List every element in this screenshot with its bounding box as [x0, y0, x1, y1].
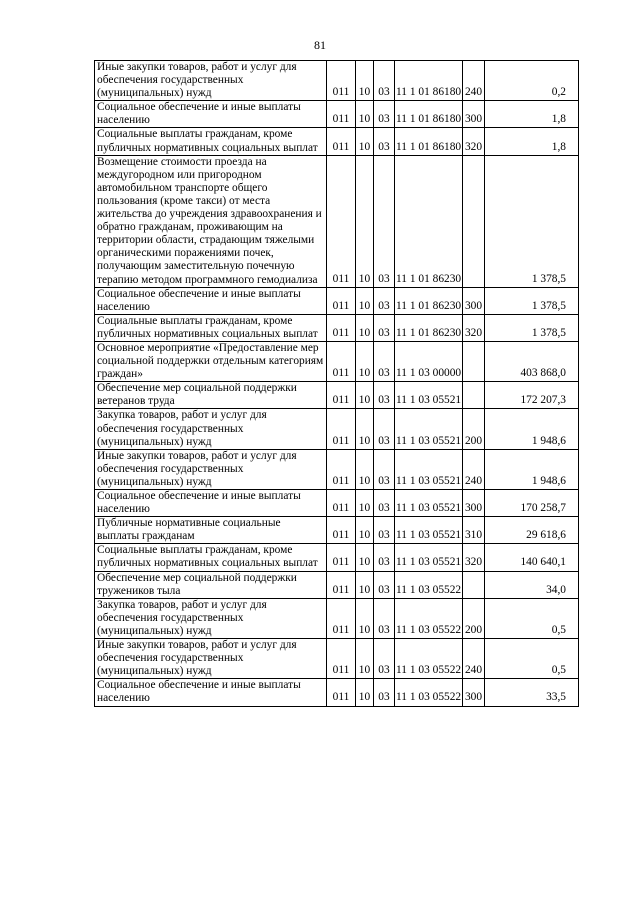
- target-article-part: 1: [409, 272, 416, 285]
- row-subsection: 03: [374, 128, 395, 155]
- row-section: 10: [356, 155, 374, 287]
- target-article-part: 1: [409, 583, 416, 596]
- row-amount: 1,8: [485, 101, 579, 128]
- row-section: 10: [356, 679, 374, 706]
- target-article-part: 01: [418, 140, 430, 153]
- target-article-part: 03: [418, 583, 430, 596]
- target-article-part: 05521: [432, 394, 462, 407]
- target-article-part: 03: [418, 529, 430, 542]
- target-article-part: 11: [396, 434, 407, 447]
- target-article-part: 11: [396, 474, 407, 487]
- row-grbs: 011: [327, 490, 356, 517]
- target-article-part: 05522: [432, 583, 462, 596]
- row-section: 10: [356, 490, 374, 517]
- table-row: [95, 341, 579, 381]
- row-section: 10: [356, 101, 374, 128]
- target-article-part: 11: [396, 140, 407, 153]
- table-row: [95, 287, 579, 314]
- table-row: [95, 639, 579, 679]
- table-row: [95, 382, 579, 409]
- row-name: Возмещение стоимости проезда на междугородном или пригородном автомобильном транспорте общего пользования (кроме такси) от места жительства до учреждения здравоохранения и обратно гражданам, проживающим на территории области, страдающим тяжелыми органическими поражениями почек, получающим заместительную почечную терапию методом программного гемодиализа: [95, 155, 327, 287]
- row-section: 10: [356, 61, 374, 101]
- target-article-part: 1: [409, 367, 416, 380]
- row-amount: 403 868,0: [485, 341, 579, 381]
- row-grbs: 011: [327, 287, 356, 314]
- row-grbs: 011: [327, 517, 356, 544]
- target-article-part: 01: [418, 86, 430, 99]
- target-article-part: 86230: [432, 299, 462, 312]
- row-name: Социальное обеспечение и иные выплаты населению: [95, 490, 327, 517]
- target-article-part: 03: [418, 556, 430, 569]
- row-section: 10: [356, 598, 374, 638]
- target-article-part: 1: [409, 664, 416, 677]
- row-target-article: [395, 598, 463, 638]
- target-article-part: 03: [418, 367, 430, 380]
- target-article-part: 11: [396, 367, 407, 380]
- budget-table: [94, 60, 579, 707]
- table-row: [95, 128, 579, 155]
- target-article-part: 05521: [432, 502, 462, 515]
- row-name: Социальное обеспечение и иные выплаты населению: [95, 101, 327, 128]
- row-amount: 1 948,6: [485, 409, 579, 449]
- row-amount: 1 378,5: [485, 287, 579, 314]
- target-article-part: 1: [409, 474, 416, 487]
- row-grbs: 011: [327, 639, 356, 679]
- target-article-part: 1: [409, 556, 416, 569]
- table-row: [95, 571, 579, 598]
- target-article-part: 01: [418, 326, 430, 339]
- row-amount: 0,5: [485, 639, 579, 679]
- row-grbs: 011: [327, 544, 356, 571]
- row-expense-type: [463, 155, 485, 287]
- row-name: Закупка товаров, работ и услуг для обеспечения государственных (муниципальных) нужд: [95, 409, 327, 449]
- target-article-part: 05521: [432, 556, 462, 569]
- row-name: Основное мероприятие «Предоставление мер социальной поддержки отдельным категориям граждан»: [95, 341, 327, 381]
- row-grbs: 011: [327, 341, 356, 381]
- row-subsection: 03: [374, 61, 395, 101]
- target-article-part: 86180: [432, 86, 462, 99]
- table-row: [95, 490, 579, 517]
- row-name: Социальное обеспечение и иные выплаты населению: [95, 287, 327, 314]
- target-article-part: 11: [396, 556, 407, 569]
- target-article-part: 1: [409, 502, 416, 515]
- table-row: [95, 517, 579, 544]
- row-subsection: 03: [374, 101, 395, 128]
- row-target-article: [395, 101, 463, 128]
- row-grbs: 011: [327, 155, 356, 287]
- row-grbs: 011: [327, 679, 356, 706]
- row-grbs: 011: [327, 409, 356, 449]
- row-target-article: [395, 449, 463, 489]
- row-expense-type: 310: [463, 517, 485, 544]
- row-amount: 172 207,3: [485, 382, 579, 409]
- row-name: Иные закупки товаров, работ и услуг для обеспечения государственных (муниципальных) нужд: [95, 639, 327, 679]
- row-target-article: [395, 679, 463, 706]
- target-article-part: 11: [396, 86, 407, 99]
- row-name: Иные закупки товаров, работ и услуг для обеспечения государственных (муниципальных) нужд: [95, 61, 327, 101]
- row-grbs: 011: [327, 382, 356, 409]
- row-subsection: 03: [374, 544, 395, 571]
- row-amount: 170 258,7: [485, 490, 579, 517]
- row-expense-type: [463, 382, 485, 409]
- target-article-part: 03: [418, 474, 430, 487]
- table-row: [95, 155, 579, 287]
- row-grbs: 011: [327, 128, 356, 155]
- row-subsection: 03: [374, 517, 395, 544]
- target-article-part: 11: [396, 299, 407, 312]
- row-amount: 1 378,5: [485, 314, 579, 341]
- row-subsection: 03: [374, 287, 395, 314]
- target-article-part: 03: [418, 394, 430, 407]
- row-target-article: [395, 341, 463, 381]
- row-expense-type: 200: [463, 409, 485, 449]
- target-article-part: 03: [418, 434, 430, 447]
- row-target-article: [395, 490, 463, 517]
- row-section: 10: [356, 382, 374, 409]
- target-article-part: 1: [409, 113, 416, 126]
- row-subsection: 03: [374, 449, 395, 489]
- target-article-part: 1: [409, 86, 416, 99]
- target-article-part: 05521: [432, 434, 462, 447]
- target-article-part: 11: [396, 113, 407, 126]
- table-row: [95, 314, 579, 341]
- row-section: 10: [356, 571, 374, 598]
- row-expense-type: 320: [463, 544, 485, 571]
- row-grbs: 011: [327, 314, 356, 341]
- target-article-part: 00000: [432, 367, 462, 380]
- row-expense-type: 300: [463, 679, 485, 706]
- table-row: [95, 101, 579, 128]
- row-amount: 140 640,1: [485, 544, 579, 571]
- row-subsection: 03: [374, 314, 395, 341]
- target-article-part: 11: [396, 691, 407, 704]
- row-subsection: 03: [374, 382, 395, 409]
- row-section: 10: [356, 517, 374, 544]
- row-target-article: [395, 314, 463, 341]
- row-target-article: [395, 61, 463, 101]
- target-article-part: 11: [396, 583, 407, 596]
- row-expense-type: 240: [463, 61, 485, 101]
- row-expense-type: 300: [463, 490, 485, 517]
- row-expense-type: 240: [463, 639, 485, 679]
- row-target-article: [395, 517, 463, 544]
- row-amount: 0,2: [485, 61, 579, 101]
- target-article-part: 05522: [432, 691, 462, 704]
- target-article-part: 1: [409, 140, 416, 153]
- row-amount: 0,5: [485, 598, 579, 638]
- row-subsection: 03: [374, 155, 395, 287]
- target-article-part: 11: [396, 502, 407, 515]
- row-grbs: 011: [327, 101, 356, 128]
- row-name: Закупка товаров, работ и услуг для обеспечения государственных (муниципальных) нужд: [95, 598, 327, 638]
- target-article-part: 03: [418, 691, 430, 704]
- target-article-part: 05521: [432, 529, 462, 542]
- row-target-article: [395, 155, 463, 287]
- target-article-part: 1: [409, 326, 416, 339]
- row-name: Социальные выплаты гражданам, кроме публичных нормативных социальных выплат: [95, 128, 327, 155]
- target-article-part: 05522: [432, 664, 462, 677]
- row-expense-type: 320: [463, 314, 485, 341]
- row-subsection: 03: [374, 679, 395, 706]
- target-article-part: 1: [409, 529, 416, 542]
- row-target-article: [395, 128, 463, 155]
- row-grbs: 011: [327, 571, 356, 598]
- row-target-article: [395, 544, 463, 571]
- row-amount: 1 378,5: [485, 155, 579, 287]
- row-amount: 29 618,6: [485, 517, 579, 544]
- row-target-article: [395, 639, 463, 679]
- target-article-part: 1: [409, 299, 416, 312]
- row-target-article: [395, 287, 463, 314]
- table-row: [95, 598, 579, 638]
- target-article-part: 01: [418, 113, 430, 126]
- row-target-article: [395, 409, 463, 449]
- row-target-article: [395, 382, 463, 409]
- row-name: Социальное обеспечение и иные выплаты населению: [95, 679, 327, 706]
- row-expense-type: 240: [463, 449, 485, 489]
- target-article-part: 11: [396, 623, 407, 636]
- row-name: Социальные выплаты гражданам, кроме публичных нормативных социальных выплат: [95, 544, 327, 571]
- row-amount: 1,8: [485, 128, 579, 155]
- row-expense-type: 300: [463, 287, 485, 314]
- target-article-part: 05521: [432, 474, 462, 487]
- target-article-part: 86230: [432, 326, 462, 339]
- target-article-part: 01: [418, 299, 430, 312]
- row-section: 10: [356, 341, 374, 381]
- target-article-part: 1: [409, 691, 416, 704]
- row-amount: 34,0: [485, 571, 579, 598]
- target-article-part: 86180: [432, 113, 462, 126]
- row-subsection: 03: [374, 639, 395, 679]
- row-section: 10: [356, 314, 374, 341]
- row-grbs: 011: [327, 449, 356, 489]
- row-expense-type: 300: [463, 101, 485, 128]
- target-article-part: 11: [396, 529, 407, 542]
- row-grbs: 011: [327, 598, 356, 638]
- row-name: Иные закупки товаров, работ и услуг для обеспечения государственных (муниципальных) нужд: [95, 449, 327, 489]
- target-article-part: 86230: [432, 272, 462, 285]
- target-article-part: 1: [409, 434, 416, 447]
- row-amount: 1 948,6: [485, 449, 579, 489]
- row-section: 10: [356, 128, 374, 155]
- target-article-part: 11: [396, 326, 407, 339]
- row-grbs: 011: [327, 61, 356, 101]
- page-number: 81: [314, 38, 326, 52]
- target-article-part: 1: [409, 394, 416, 407]
- row-expense-type: 200: [463, 598, 485, 638]
- target-article-part: 11: [396, 272, 407, 285]
- target-article-part: 05522: [432, 623, 462, 636]
- table-row: [95, 61, 579, 101]
- target-article-part: 03: [418, 502, 430, 515]
- row-section: 10: [356, 449, 374, 489]
- row-name: Публичные нормативные социальные выплаты гражданам: [95, 517, 327, 544]
- target-article-part: 1: [409, 623, 416, 636]
- row-section: 10: [356, 544, 374, 571]
- row-name: Социальные выплаты гражданам, кроме публичных нормативных социальных выплат: [95, 314, 327, 341]
- table-row: [95, 449, 579, 489]
- table-row: [95, 679, 579, 706]
- target-article-part: 11: [396, 394, 407, 407]
- target-article-part: 86180: [432, 140, 462, 153]
- row-section: 10: [356, 639, 374, 679]
- row-expense-type: [463, 341, 485, 381]
- row-name: Обеспечение мер социальной поддержки тружеников тыла: [95, 571, 327, 598]
- table-row: [95, 544, 579, 571]
- row-expense-type: [463, 571, 485, 598]
- target-article-part: 01: [418, 272, 430, 285]
- row-subsection: 03: [374, 341, 395, 381]
- target-article-part: 03: [418, 664, 430, 677]
- row-subsection: 03: [374, 598, 395, 638]
- row-section: 10: [356, 409, 374, 449]
- table-row: [95, 409, 579, 449]
- row-expense-type: 320: [463, 128, 485, 155]
- row-subsection: 03: [374, 409, 395, 449]
- row-name: Обеспечение мер социальной поддержки ветеранов труда: [95, 382, 327, 409]
- target-article-part: 11: [396, 664, 407, 677]
- target-article-part: 03: [418, 623, 430, 636]
- row-subsection: 03: [374, 571, 395, 598]
- row-section: 10: [356, 287, 374, 314]
- row-target-article: [395, 571, 463, 598]
- row-amount: 33,5: [485, 679, 579, 706]
- row-subsection: 03: [374, 490, 395, 517]
